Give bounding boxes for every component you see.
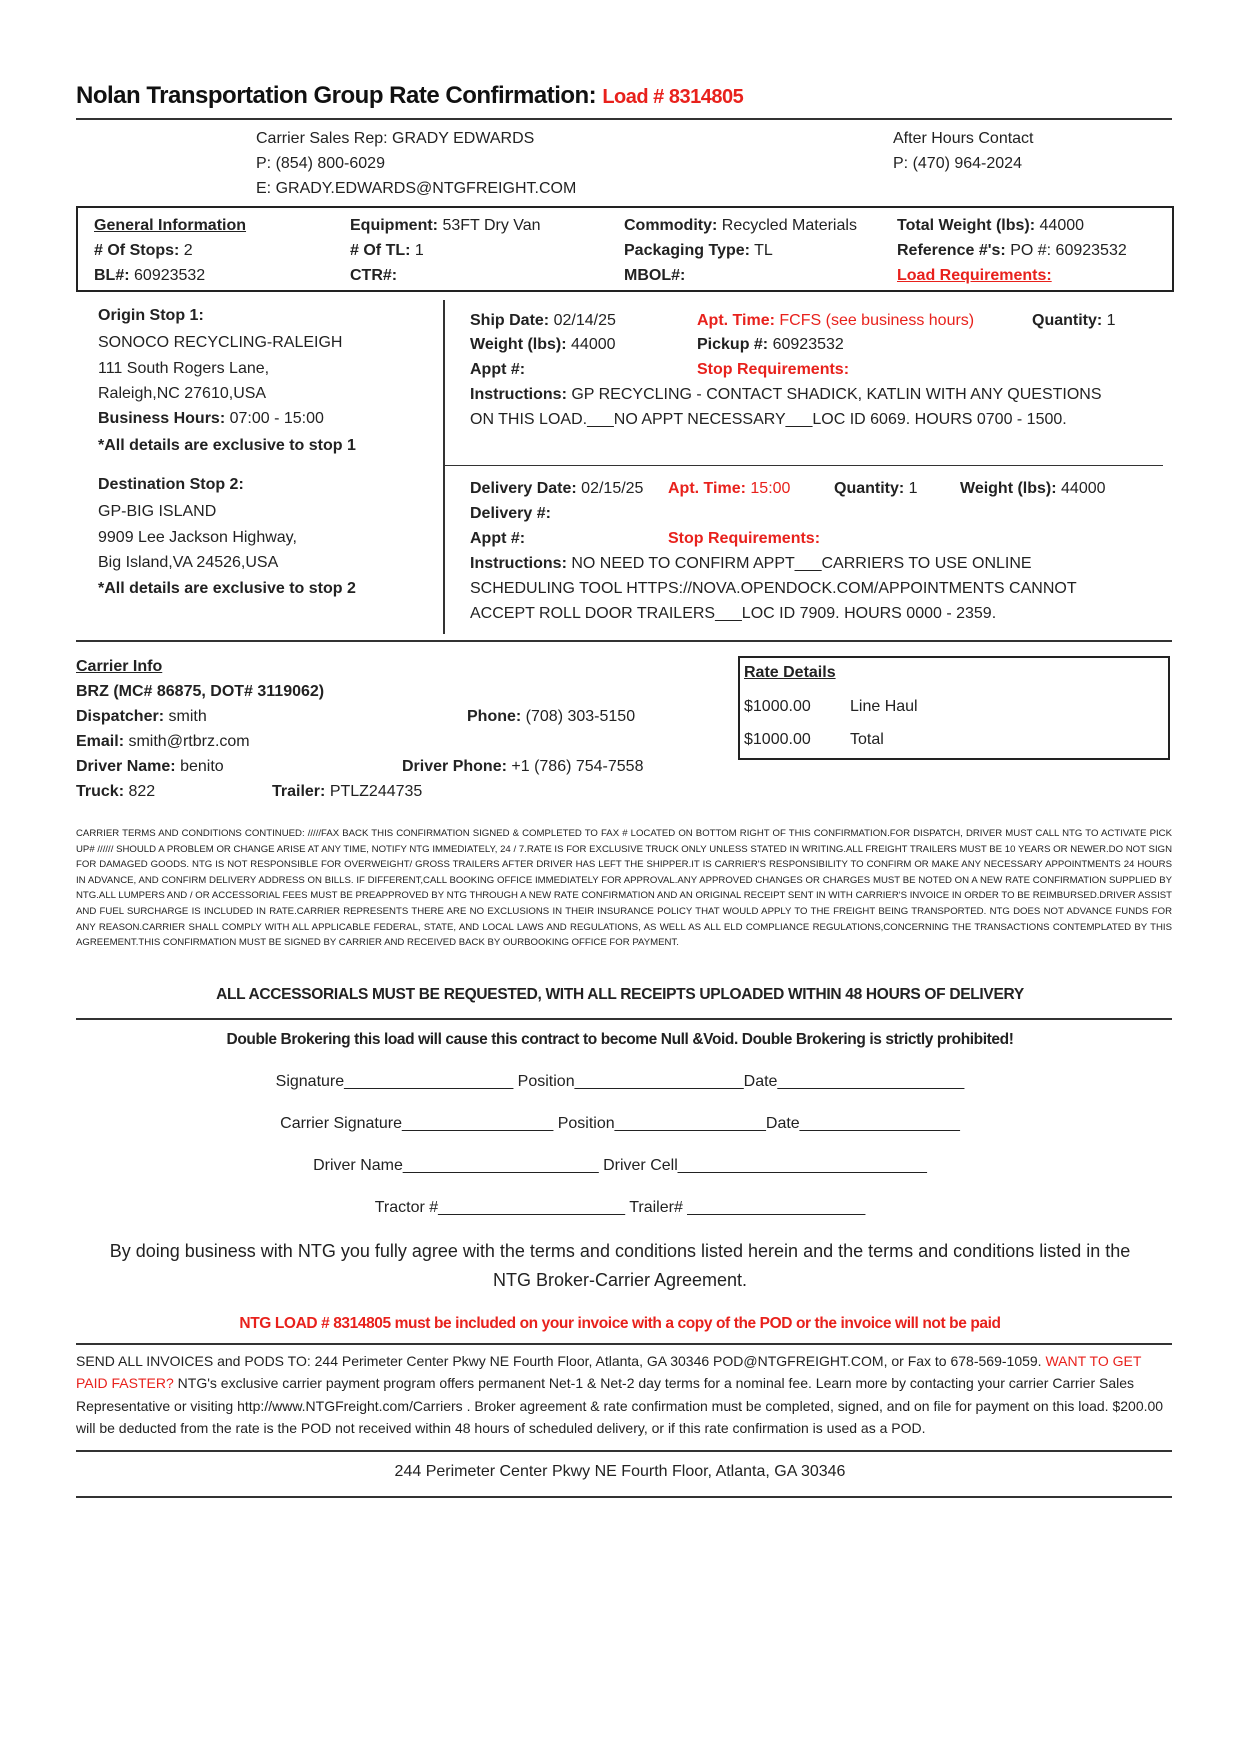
destination-exclusive-note: *All details are exclusive to stop 2 (98, 580, 356, 597)
origin-instructions-line1: Instructions: GP RECYCLING - CONTACT SHADICK, KATLIN WITH ANY QUESTIONS (470, 386, 1102, 403)
destination-apt-time: Apt. Time: 15:00 (668, 480, 791, 497)
packaging-type: Packaging Type: TL (624, 242, 773, 259)
stop-separator (444, 465, 1163, 466)
equipment: Equipment: 53FT Dry Van (350, 217, 541, 234)
terms-and-conditions: CARRIER TERMS AND CONDITIONS CONTINUED: /////FAX BACK THIS CONFIRMATION SIGNED & COMPLETED TO FAX # LOCATED ON BOTTOM RIGHT OF THIS CONFIRMATION.FOR DISPATCH, DRIVER MUST CALL NTG TO ACTIVATE PICK UP# ////// SHOULD A PROBLEM OR CHANGE ARISE AT ANY TIME, NOTIFY NTG IMMEDIATELY, 24 / 7.RATE IS FOR EXCLUSIVE TRUCK ONLY UNLESS STATED IN WRITING.ALL FREIGHT TRAILERS MUST BE 10 YEARS OR NEWER.DO NOT SIGN FOR DAMAGED GOODS. NTG IS NOT RESPONSIBLE FOR OVERWEIGHT/ GROSS TRAILERS AFTER DRIVER HAS LEFT THE SHIPPER.IT IS CARRIER'S RESPONSIBILITY TO CONFIRM OR MAKE ANY NECESSARY APPOINTMENTS 24 HOURS IN ADVANCE, AND CONFIRM DELIVERY ADDRESS ON BILLS. IF DIFFERENT,CALL BOOKING OFFICE IMMEDIATELY FOR APPROVAL.ANY APPROVED CHANGES OR CHARGES MUST BE NOTED ON A NEW RATE CONFIRMATION SUPPLIED BY NTG.ALL LUMPERS AND / OR ACCESSORIAL FEES MUST BE PREAPPROVED BY NTG THROUGH A NEW RATE CONFIRMATION AND AN ORIGINAL RECEIPT SENT IN WITH CARRIER'S INVOICE IN ORDER TO BE REIMBURSED.DRIVER ASSIST AND FUEL SURCHARGE IS INCLUDED IN RATE.CARRIER REPRESENTS THERE ARE NO EXCLUSIONS IN THEIR INSURANCE POLICY THAT WOULD APPLY TO THE FREIGHT BEING TRANSPORTED. NTG DOES NOT ADVANCE FUNDS FOR ANY REASON.CARRIER SHALL COMPLY WITH ALL APPLICABLE FEDERAL, STATE, AND LOCAL LAWS AND REGULATIONS, AS WELL AS ALL ELD COMPLIANCE REGULATIONS,CONCERNING THE TRANSACTIONS CONTEMPLATED BY THIS AGREEMENT.THIS CONFIRMATION MUST BE SIGNED BY CARRIER AND RECEIVED BACK BY OURBOOKING OFFICE FOR PAYMENT. (76, 828, 1172, 949)
origin-heading: Origin Stop 1: (98, 307, 204, 324)
destination-heading: Destination Stop 2: (98, 476, 244, 493)
origin-appt: Appt #: (470, 361, 526, 378)
destination-stop-requirements: Stop Requirements: (668, 530, 821, 547)
accessorials-rule (76, 1018, 1172, 1020)
tl-count: # Of TL: 1 (350, 242, 424, 259)
after-hours-label: After Hours Contact (893, 130, 1034, 147)
trailer-number: Trailer: PTLZ244735 (272, 783, 423, 800)
sales-email: E: GRADY.EDWARDS@NTGFREIGHT.COM (256, 180, 577, 197)
stops-divider (443, 300, 445, 634)
delivery-number: Delivery #: (470, 505, 551, 522)
total-amount: $1000.00 (744, 731, 811, 748)
get-paid-faster: WANT TO GET PAID FASTER? (76, 1353, 1142, 1392)
carrier-name: BRZ (MC# 86875, DOT# 3119062) (76, 683, 325, 700)
page-title (76, 82, 743, 110)
document-title: Nolan Transportation Group Rate Confirmation: (76, 82, 597, 109)
origin-apt-time: Apt. Time: FCFS (see business hours) (697, 312, 975, 329)
origin-exclusive-note: *All details are exclusive to stop 1 (98, 437, 356, 454)
stops-rule (76, 640, 1172, 642)
carrier-heading: Carrier Info (76, 658, 163, 675)
dispatcher: Dispatcher: smith (76, 708, 207, 725)
driver-name: Driver Name: benito (76, 758, 224, 775)
total-weight: Total Weight (lbs): 44000 (897, 217, 1085, 234)
tractor-trailer-line[interactable]: Tractor #_____________________ Trailer# ____________________ (374, 1199, 866, 1216)
delivery-date: Delivery Date: 02/15/25 (470, 480, 644, 497)
origin-stop-requirements: Stop Requirements: (697, 361, 850, 378)
truck-number: Truck: 822 (76, 783, 156, 800)
pickup-number: Pickup #: 60923532 (697, 336, 844, 353)
line-haul-amount: $1000.00 (744, 698, 811, 715)
origin-name: SONOCO RECYCLING-RALEIGH (98, 334, 343, 351)
accessorials-notice: ALL ACCESSORIALS MUST BE REQUESTED, WITH ALL RECEIPTS UPLOADED WITHIN 48 HOURS OF DELIVERY (216, 986, 1024, 1003)
mbol-number: MBOL#: (624, 267, 686, 284)
agreement-line2: NTG Broker-Carrier Agreement. (492, 1270, 748, 1290)
origin-address2: Raleigh,NC 27610,USA (98, 385, 267, 402)
origin-address1: 111 South Rogers Lane, (98, 360, 270, 377)
load-requirements: Load Requirements: (897, 267, 1052, 284)
stops-count: # Of Stops: 2 (94, 242, 193, 259)
destination-quantity: Quantity: 1 (834, 480, 918, 497)
destination-name: GP-BIG ISLAND (98, 503, 217, 520)
load-number: Load # 8314805 (602, 86, 744, 108)
destination-appt: Appt #: (470, 530, 526, 547)
signature-line[interactable]: Signature___________________ Position___________________Date_____________________ (275, 1073, 965, 1090)
destination-address2: Big Island,VA 24526,USA (98, 554, 279, 571)
reference-numbers: Reference #'s: PO #: 60923532 (897, 242, 1127, 259)
invoice-notice: NTG LOAD # 8314805 must be included on your invoice with a copy of the POD or the invoice will not be paid (239, 1315, 1001, 1332)
footer-top-rule (76, 1450, 1172, 1452)
ctr-number: CTR#: (350, 267, 398, 284)
after-hours-phone: P: (470) 964-2024 (893, 155, 1022, 172)
carrier-signature-line[interactable]: Carrier Signature_________________ Position_________________Date__________________ (280, 1115, 960, 1132)
line-haul-label: Line Haul (850, 698, 918, 715)
destination-address1: 9909 Lee Jackson Highway, (98, 529, 297, 546)
sales-rep: Carrier Sales Rep: GRADY EDWARDS (256, 130, 535, 147)
payment-top-rule (76, 1343, 1172, 1345)
agreement-line1: By doing business with NTG you fully agree with the terms and conditions listed herein and the terms and conditions listed in the (109, 1241, 1131, 1261)
driver-name-line[interactable]: Driver Name______________________ Driver Cell____________________________ (313, 1157, 927, 1174)
destination-instructions-line3: ACCEPT ROLL DOOR TRAILERS___LOC ID 7909. HOURS 0000 - 2359. (470, 605, 997, 622)
title-rule (76, 118, 1172, 120)
carrier-phone: Phone: (708) 303-5150 (467, 708, 636, 725)
sales-phone: P: (854) 800-6029 (256, 155, 385, 172)
driver-phone: Driver Phone: +1 (786) 754-7558 (402, 758, 644, 775)
bl-number: BL#: 60923532 (94, 267, 206, 284)
ship-date: Ship Date: 02/14/25 (470, 312, 616, 329)
carrier-email: Email: smith@rtbrz.com (76, 733, 250, 750)
origin-instructions-line2: ON THIS LOAD.___NO APPT NECESSARY___LOC ID 6069. HOURS 0700 - 1500. (470, 411, 1067, 428)
destination-instructions-line1: Instructions: NO NEED TO CONFIRM APPT___CARRIERS TO USE ONLINE (470, 555, 1032, 572)
payment-instructions: SEND ALL INVOICES and PODS TO: 244 Perimeter Center Pkwy NE Fourth Floor, Atlanta, GA 30346 POD@NTGFREIGHT.COM, or Fax to 678-569-1059. WANT TO GET PAID FASTER? NTG's exclusive carrier payment program offers permanent Net-1 & Net-2 day terms for a nominal fee. Learn more by contacting your carrier Carrier Sales Representative or visiting http://www.NTGFreight.com/Carriers . Broker agreement & rate confirmation must be completed, signed, and on file for payment on this load. $200.00 will be deducted from the rate is the POD not received within 48 hours of scheduled delivery, or if this rate confirmation is used as a POD. (76, 1353, 1164, 1437)
footer-bottom-rule (76, 1496, 1172, 1498)
origin-business-hours: Business Hours: 07:00 - 15:00 (98, 410, 324, 427)
destination-instructions-line2: SCHEDULING TOOL HTTPS://NOVA.OPENDOCK.COM/APPOINTMENTS CANNOT (470, 580, 1077, 597)
origin-weight: Weight (lbs): 44000 (470, 336, 616, 353)
footer-address: 244 Perimeter Center Pkwy NE Fourth Floor, Atlanta, GA 30346 (394, 1463, 846, 1480)
double-brokering-notice: Double Brokering this load will cause this contract to become Null &Void. Double Brokering is strictly prohibited! (226, 1031, 1014, 1048)
general-info-heading: General Information (94, 217, 247, 234)
rate-details-heading: Rate Details (744, 664, 836, 681)
total-label: Total (850, 731, 884, 748)
destination-weight: Weight (lbs): 44000 (960, 480, 1106, 497)
origin-quantity: Quantity: 1 (1032, 312, 1116, 329)
commodity: Commodity: Recycled Materials (624, 217, 857, 234)
